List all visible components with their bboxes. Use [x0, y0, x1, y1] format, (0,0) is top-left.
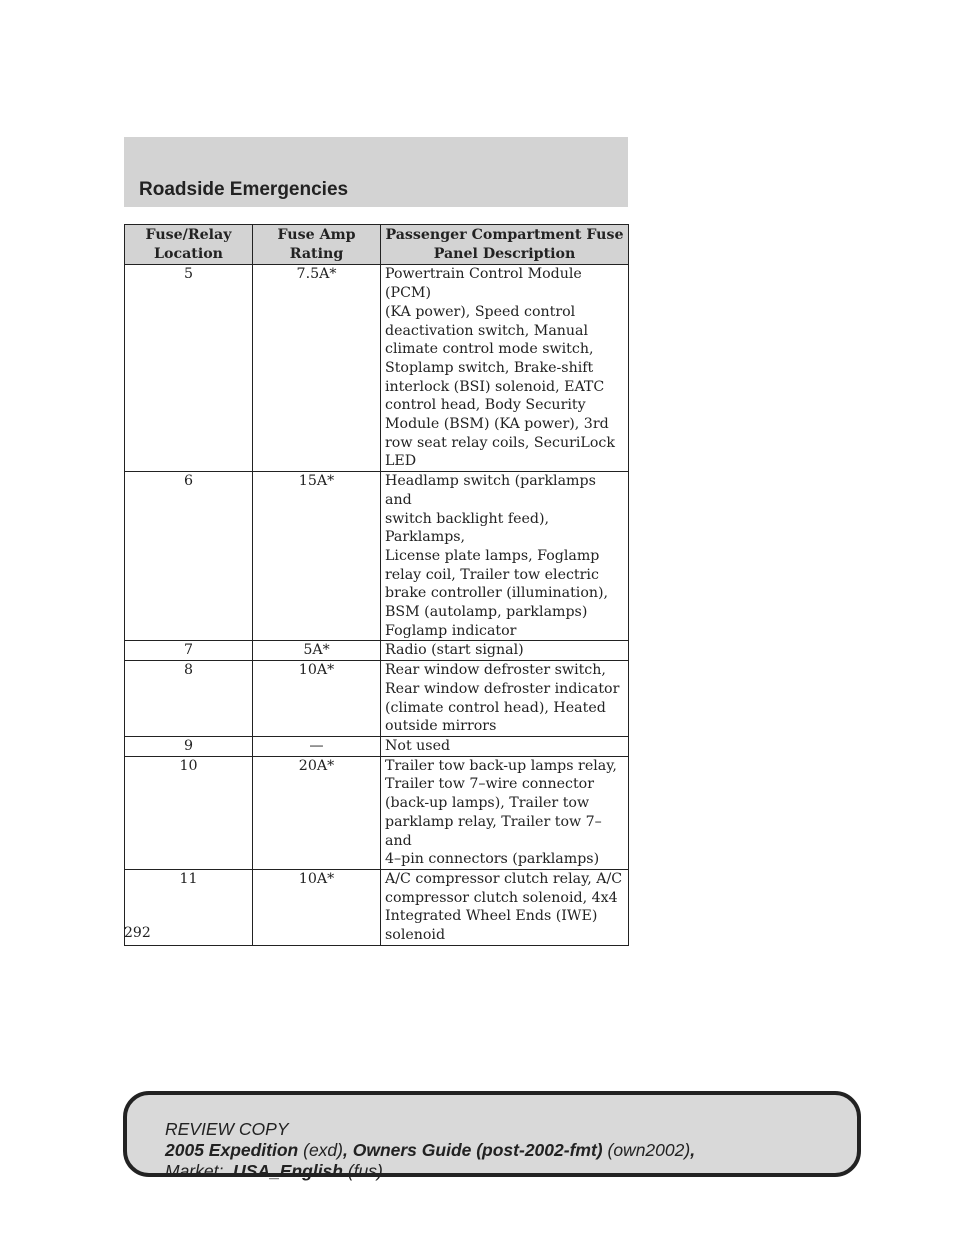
description-line: Powertrain Control Module (PCM) — [385, 266, 582, 302]
fuse-location-cell: 9 — [125, 736, 253, 756]
table-row — [125, 736, 629, 756]
footer-market-label: Market: — [165, 1161, 224, 1181]
table-row — [125, 869, 629, 945]
footer-market: USA_English — [233, 1161, 343, 1181]
description-line: License plate lamps, Foglamp — [385, 547, 600, 564]
fuse-location-cell: 6 — [125, 472, 253, 641]
fuse-description-cell — [381, 661, 629, 737]
fuse-rating-cell: 7.5A* — [253, 265, 381, 472]
description-line: 4–pin connectors (parklamps) — [385, 851, 600, 868]
fuse-description-cell — [381, 265, 629, 472]
table-body — [125, 265, 629, 945]
fuse-location-cell: 11 — [125, 869, 253, 945]
column-header-line: Rating — [289, 245, 344, 262]
fuse-description-cell — [381, 472, 629, 641]
description-line: parklamp relay, Trailer tow 7– and — [385, 813, 602, 849]
footer-line-guide — [165, 1140, 695, 1161]
description-line: compressor clutch solenoid, 4x4 — [385, 889, 618, 906]
section-header-band — [124, 137, 628, 207]
column-header-line: Location — [154, 245, 223, 262]
footer-text — [165, 1119, 695, 1182]
description-line: Integrated Wheel Ends (IWE) — [385, 908, 598, 925]
description-line: Trailer tow 7–wire connector — [385, 776, 594, 793]
column-header-line: Panel Description — [433, 245, 576, 262]
column-header-description — [381, 225, 629, 265]
description-line: solenoid — [385, 927, 446, 944]
footer-guide-code: (own2002) — [607, 1140, 691, 1160]
fuse-location-cell: 8 — [125, 661, 253, 737]
footer-comma: , — [690, 1140, 696, 1160]
description-line: interlock (BSI) solenoid, EATC — [385, 378, 605, 395]
footer-line-review — [165, 1119, 695, 1140]
column-header-line: Fuse Amp — [277, 227, 356, 243]
description-line: LED — [385, 453, 417, 470]
table-header-row — [125, 225, 629, 265]
fuse-rating-cell: 10A* — [253, 661, 381, 737]
description-line: BSM (autolamp, parklamps) — [385, 604, 588, 621]
footer-market-code: (fus) — [347, 1161, 383, 1181]
page-number: 292 — [124, 925, 151, 941]
fuse-description-cell — [381, 756, 629, 869]
description-line: (climate control head), Heated — [385, 699, 606, 716]
fuse-rating-cell: — — [253, 736, 381, 756]
description-line: (back-up lamps), Trailer tow — [385, 795, 590, 812]
fuse-description-cell — [381, 869, 629, 945]
description-line: deactivation switch, Manual — [385, 322, 589, 339]
table-row — [125, 756, 629, 869]
description-line: A/C compressor clutch relay, A/C — [385, 870, 623, 887]
footer-line-market — [165, 1161, 695, 1182]
fuse-location-cell: 7 — [125, 641, 253, 661]
description-line: Stoplamp switch, Brake-shift — [385, 359, 594, 376]
table-row — [125, 265, 629, 472]
column-header-rating — [253, 225, 381, 265]
fuse-description-cell — [381, 641, 629, 661]
description-line: Radio (start signal) — [385, 642, 524, 659]
footer-guide: , Owners Guide (post-2002-fmt) — [343, 1140, 603, 1160]
section-title: Roadside Emergencies — [139, 179, 349, 200]
column-header-location — [125, 225, 253, 265]
footer-vehicle: 2005 Expedition — [165, 1140, 299, 1160]
description-line: row seat relay coils, SecuriLock — [385, 434, 615, 451]
fuse-rating-cell: 10A* — [253, 869, 381, 945]
fuse-description-cell — [381, 736, 629, 756]
footer-review-copy: REVIEW COPY — [165, 1119, 289, 1139]
description-line: (KA power), Speed control — [385, 303, 576, 320]
review-copy-footer — [123, 1091, 861, 1181]
description-line: relay coil, Trailer tow electric — [385, 566, 599, 583]
fuse-rating-cell: 20A* — [253, 756, 381, 869]
description-line: brake controller (illumination), — [385, 585, 609, 602]
description-line: Foglamp indicator — [385, 622, 517, 639]
fuse-rating-cell: 15A* — [253, 472, 381, 641]
description-line: Rear window defroster switch, — [385, 662, 606, 679]
fuse-rating-cell: 5A* — [253, 641, 381, 661]
description-line: climate control mode switch, — [385, 341, 594, 358]
description-line: control head, Body Security — [385, 397, 586, 414]
description-line: Rear window defroster indicator — [385, 680, 620, 697]
description-line: Headlamp switch (parklamps and — [385, 473, 596, 508]
table-row — [125, 661, 629, 737]
table-row — [125, 641, 629, 661]
fuse-location-cell: 10 — [125, 756, 253, 869]
fuse-location-cell: 5 — [125, 265, 253, 472]
description-line: Not used — [385, 737, 451, 754]
description-line: Module (BSM) (KA power), 3rd — [385, 416, 609, 433]
column-header-line: Passenger Compartment Fuse — [385, 227, 624, 243]
description-line: switch backlight feed), Parklamps, — [385, 510, 550, 546]
fuse-table — [124, 224, 629, 946]
footer-vehicle-code: (exd) — [303, 1140, 343, 1160]
description-line: Trailer tow back-up lamps relay, — [385, 757, 617, 774]
column-header-line: Fuse/Relay — [145, 227, 232, 243]
table-row — [125, 472, 629, 641]
description-line: outside mirrors — [385, 718, 497, 735]
